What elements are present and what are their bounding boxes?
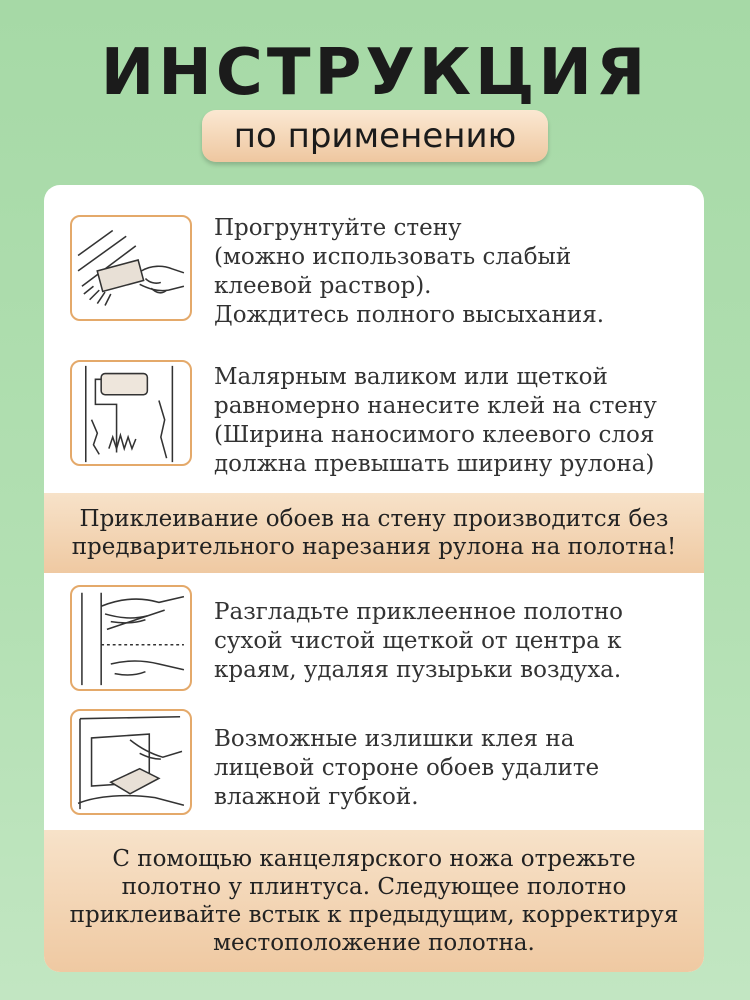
- smoothing-hand-icon: [70, 585, 192, 691]
- step-2-text: Малярным валиком или щеткой равномерно нанесите клей на стену (Ширина наносимого клеевого слоя должна превышать ширину рулона): [214, 364, 657, 477]
- step-3-text: Разгладьте приклеенное полотно сухой чистой щеткой от центра к краям, удаляя пузырьки воздуха.: [214, 599, 623, 683]
- banner-trim-instructions: С помощью канцелярского ножа отрежьте полотно у плинтуса. Следующее полотно приклеивайте встык к предыдущим, корректируя местоположение полотна.: [44, 830, 704, 972]
- subtitle-pill: [202, 110, 548, 162]
- instruction-card: [44, 185, 704, 972]
- step-1-text: Прогрунтуйте стену (можно использовать слабый клеевой раствор). Дождитесь полного высыхания.: [214, 215, 605, 328]
- sponge-wipe-icon: [70, 709, 192, 815]
- step-4-text: Возможные излишки клея на лицевой стороне обоев удалите влажной губкой.: [214, 726, 600, 810]
- page-subtitle: по применению: [233, 116, 517, 156]
- page-title: ИНСТРУКЦИЯ: [100, 36, 650, 110]
- roller-wall-icon: [70, 360, 192, 466]
- brush-hand-icon: [70, 215, 192, 321]
- banner-no-cutting: Приклеивание обоев на стену производится без предварительного нарезания рулона на полотна!: [44, 493, 704, 573]
